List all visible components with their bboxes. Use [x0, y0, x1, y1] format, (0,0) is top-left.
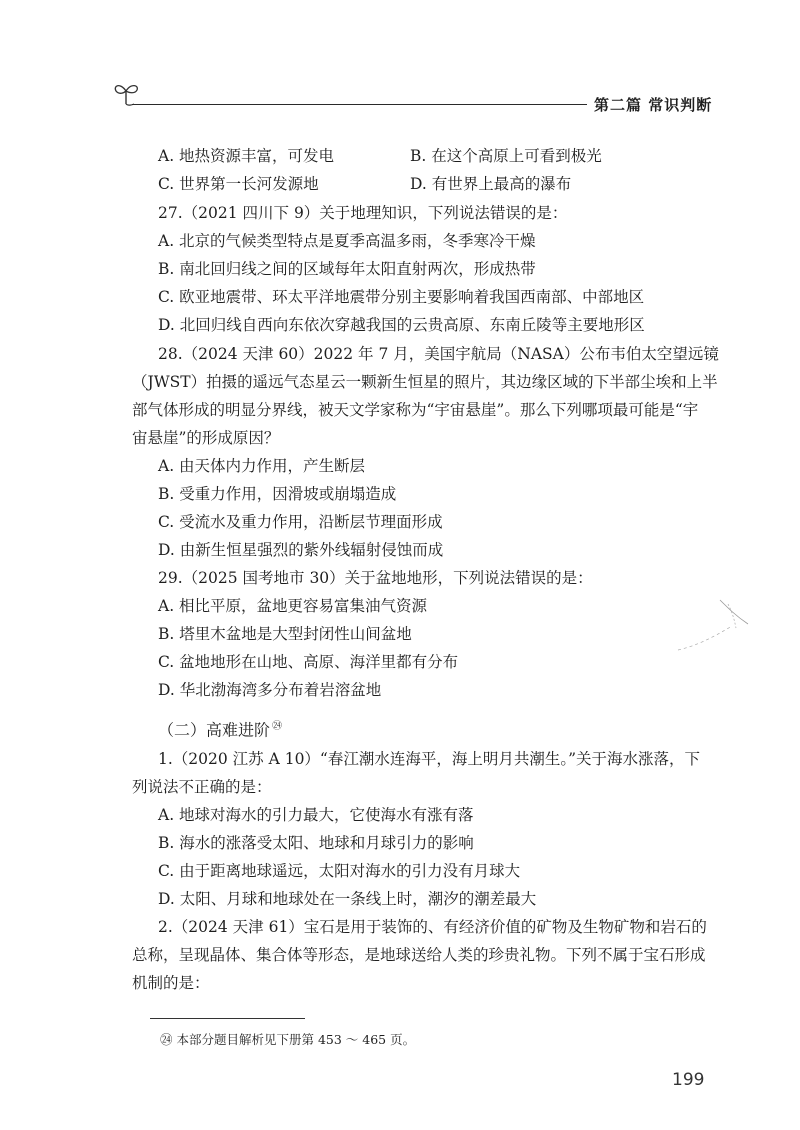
- q28-stem-line-3: 部气体形成的明显分界线，被天文学家称为“宇宙悬崖”。那么下列哪项最可能是“宇: [132, 401, 699, 419]
- footnote-rule: [150, 1018, 305, 1019]
- q29-option-a: A. 相比平原，盆地更容易富集油气资源: [158, 597, 428, 615]
- q27-stem: 27.（2021 四川下 9）关于地理知识，下列说法错误的是：: [158, 204, 568, 222]
- q27-option-b: B. 南北回归线之间的区域每年太阳直射两次，形成热带: [158, 260, 536, 278]
- q28-option-d: D. 由新生恒星强烈的紫外线辐射侵蚀而成: [158, 541, 444, 559]
- s2q2-stem-line-2: 总称，呈现晶体、集合体等形态，是地球送给人类的珍贵礼物。下列不属于宝石形成: [132, 946, 706, 964]
- q28-stem-line-4: 宙悬崖”的形成原因？: [132, 429, 280, 447]
- footnote: ㉔ 本部分题目解析见下册第 453 ～ 465 页。: [160, 1032, 416, 1047]
- s2q1-stem-line-1: 1.（2020 江苏 A 10）“春江潮水连海平，海上明月共潮生。”关于海水涨落，下: [158, 750, 701, 768]
- q26-option-a: A. 地热资源丰富，可发电: [158, 147, 335, 165]
- section-title: （二）高难进阶: [158, 720, 271, 740]
- s2q1-option-a: A. 地球对海水的引力最大，它使海水有涨有落: [158, 806, 474, 824]
- s2q1-option-b: B. 海水的涨落受太阳、地球和月球引力的影响: [158, 834, 474, 852]
- q26-option-c: C. 世界第一长河发源地: [158, 175, 319, 193]
- q28-stem-line-2: （JWST）拍摄的遥远气态星云一颗新生恒星的照片，其边缘区域的下半部尘埃和上半: [132, 373, 718, 391]
- s2q2-stem-line-3: 机制的是：: [132, 974, 210, 992]
- section-heading: [158, 717, 282, 740]
- q28-option-a: A. 由天体内力作用，产生断层: [158, 457, 366, 475]
- q27-option-d: D. 北回归线自西向东依次穿越我国的云贵高原、东南丘陵等主要地形区: [158, 316, 645, 334]
- q26-option-d: D. 有世界上最高的瀑布: [410, 175, 572, 193]
- q29-option-b: B. 塔里木盆地是大型封闭性山间盆地: [158, 625, 412, 643]
- q27-option-a: A. 北京的气候类型特点是夏季高温多雨，冬季寒冷干燥: [158, 232, 536, 250]
- footnote-marker: ㉔: [272, 721, 283, 732]
- s2q1-option-c: C. 由于距离地球遥远，太阳对海水的引力没有月球大: [158, 862, 521, 880]
- page-number: 199: [672, 1070, 705, 1090]
- q29-option-c: C. 盆地地形在山地、高原、海洋里都有分布: [158, 653, 459, 671]
- q29-option-d: D. 华北渤海湾多分布着岩溶盆地: [158, 681, 382, 699]
- q28-option-c: C. 受流水及重力作用，沿断层节理面形成: [158, 513, 443, 531]
- header-rule: [132, 104, 587, 105]
- q29-stem: 29.（2025 国考地市 30）关于盆地地形，下列说法错误的是：: [158, 569, 593, 587]
- q28-option-b: B. 受重力作用，因滑坡或崩塌造成: [158, 485, 397, 503]
- q28-stem-line-1: 28.（2024 天津 60）2022 年 7 月，美国宇航局（NASA）公布韦伯太空望远镜: [158, 345, 719, 363]
- s2q2-stem-line-1: 2.（2024 天津 61）宝石是用于装饰的、有经济价值的矿物及生物矿物和岩石的: [158, 918, 707, 936]
- sprout-icon: [112, 80, 142, 106]
- q26-option-b: B. 在这个高原上可看到极光: [410, 147, 602, 165]
- q27-option-c: C. 欧亚地震带、环太平洋地震带分别主要影响着我国西南部、中部地区: [158, 288, 645, 306]
- s2q1-stem-line-2: 列说法不正确的是：: [132, 778, 272, 796]
- pencil-scribble: [676, 598, 766, 658]
- chapter-title: 第二篇 常识判断: [594, 96, 713, 114]
- s2q1-option-d: D. 太阳、月球和地球处在一条线上时，潮汐的潮差最大: [158, 890, 537, 908]
